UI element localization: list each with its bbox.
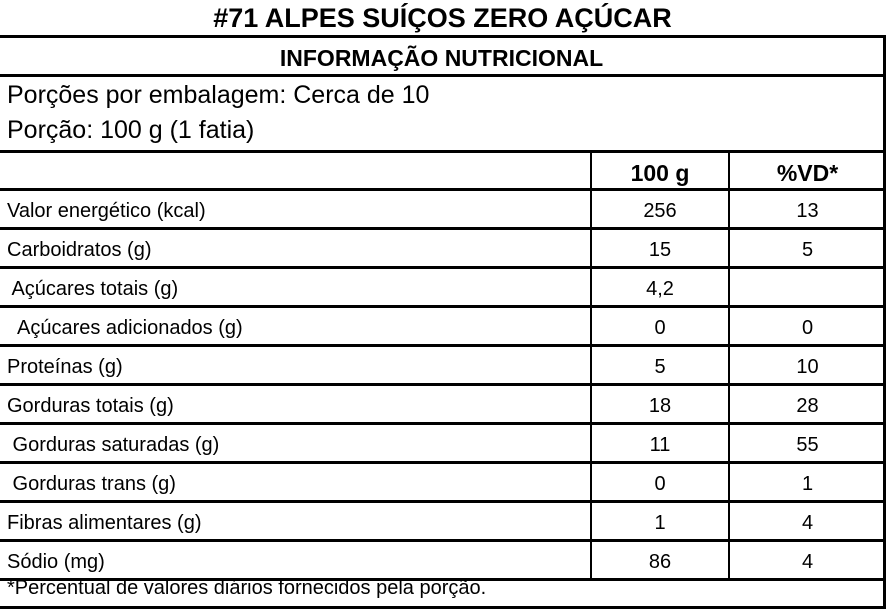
portion-info	[0, 77, 883, 153]
column-header-amount: 100 g	[590, 153, 728, 188]
nutrient-amount: 5	[590, 347, 728, 383]
nutrient-amount: 86	[590, 542, 728, 578]
nutrient-name: Açúcares totais (g)	[7, 278, 179, 300]
table-row	[0, 503, 883, 542]
nutrient-dv: 13	[728, 191, 885, 227]
nutrient-name: Valor energético (kcal)	[7, 200, 206, 222]
table-row	[0, 230, 883, 269]
nutrient-dv: 4	[728, 542, 885, 578]
table-row	[0, 269, 883, 308]
nutrient-amount: 11	[590, 425, 728, 461]
nutrient-name: Sódio (mg)	[7, 551, 105, 573]
nutrient-amount: 15	[590, 230, 728, 266]
column-header-row	[0, 153, 883, 191]
nutrient-amount: 0	[590, 464, 728, 500]
table-row	[0, 425, 883, 464]
nutrition-facts-table	[0, 35, 886, 609]
table-row	[0, 308, 883, 347]
serving-size: Porção: 100 g (1 fatia)	[7, 116, 255, 144]
column-header-dv: %VD*	[728, 153, 885, 188]
nutrient-dv: 28	[728, 386, 885, 422]
footnote: *Percentual de valores diários fornecidos pela porção.	[7, 577, 487, 599]
table-row	[0, 464, 883, 503]
nutrient-amount: 0	[590, 308, 728, 344]
nutrient-name: Carboidratos (g)	[7, 239, 152, 261]
nutrient-dv: 55	[728, 425, 885, 461]
table-row	[0, 386, 883, 425]
nutrient-dv: 4	[728, 503, 885, 539]
nutrient-name: Gorduras trans (g)	[7, 473, 176, 495]
servings-per-package: Porções por embalagem: Cerca de 10	[7, 81, 430, 109]
nutrient-name: Açúcares adicionados (g)	[7, 317, 243, 339]
product-title: #71 ALPES SUÍÇOS ZERO AÇÚCAR	[213, 3, 672, 33]
nutrient-dv	[728, 269, 885, 305]
nutrient-dv: 10	[728, 347, 885, 383]
table-row	[0, 347, 883, 386]
nutrient-dv: 5	[728, 230, 885, 266]
nutrient-amount: 1	[590, 503, 728, 539]
table-row	[0, 191, 883, 230]
nutrient-amount: 18	[590, 386, 728, 422]
nutrient-grid	[0, 153, 883, 581]
nutrient-dv: 0	[728, 308, 885, 344]
nutrient-amount: 4,2	[590, 269, 728, 305]
nutrient-name: Gorduras saturadas (g)	[7, 434, 220, 456]
nutrient-amount: 256	[590, 191, 728, 227]
table-heading: INFORMAÇÃO NUTRICIONAL	[0, 38, 883, 77]
nutrient-dv: 1	[728, 464, 885, 500]
nutrient-name: Fibras alimentares (g)	[7, 512, 202, 534]
nutrient-name: Gorduras totais (g)	[7, 395, 174, 417]
nutrient-name: Proteínas (g)	[7, 356, 123, 378]
